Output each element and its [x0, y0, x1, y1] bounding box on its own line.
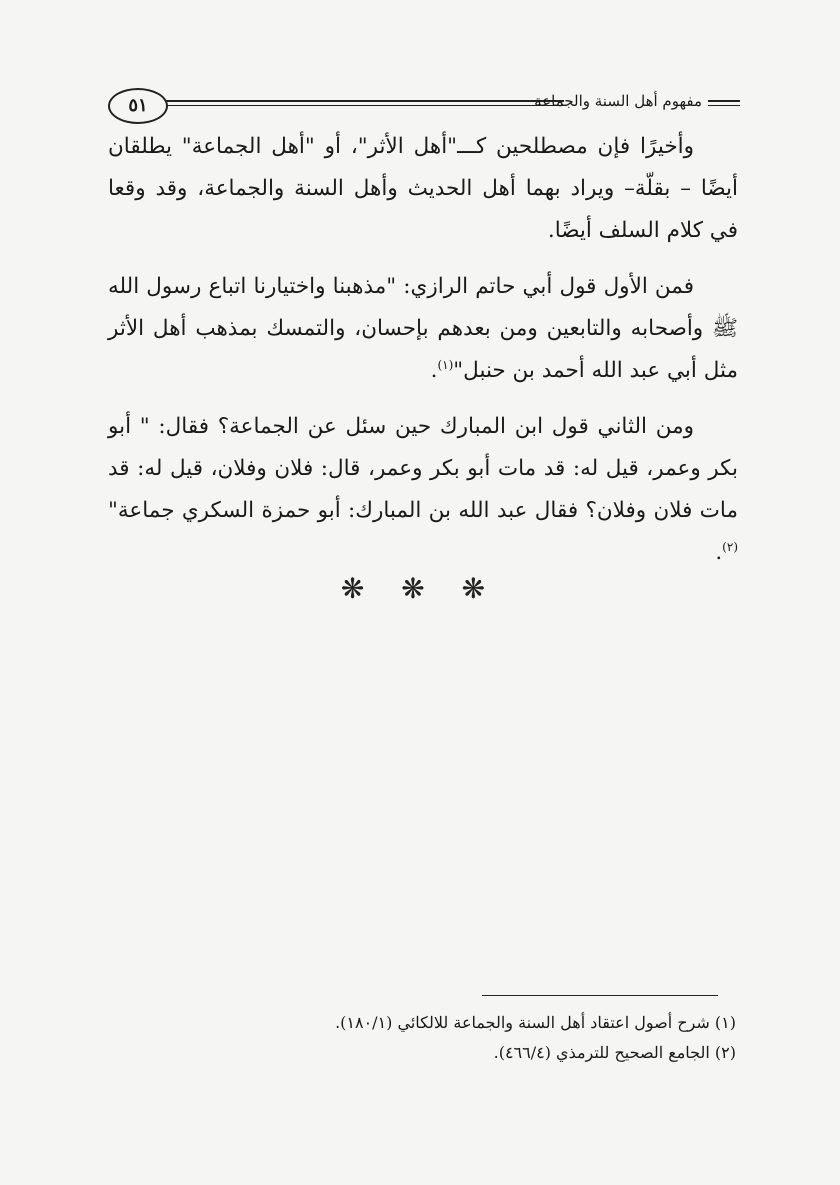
footnote-mark: (٢) — [722, 539, 738, 554]
paragraph: ومن الثاني قول ابن المبارك حين سئل عن الجماعة؟ فقال: " أبو بكر وعمر، قيل له: قد مات أبو بكر وعمر، قال: فلان وفلان، قيل له: قد مات فلان وفلان؟ فقال عبد الله بن المبارك: أبو حمزة السكري جماعة"$^{(٢)}$. — [108, 414, 738, 565]
footnotes — [200, 1008, 736, 1068]
paragraph: فمن الأول قول أبي حاتم الرازي: "مذهبنا واختيارنا اتباع رسول الله ﷺ وأصحابه والتابعين ومن بعدهم بإحسان، والتمسك بمذهب أهل الأثر مثل أبي عبد الله أحمد بن حنبل"$^{(١)}$. — [108, 274, 738, 383]
running-title: مفهوم أهل السنة والجماعة — [534, 92, 702, 110]
footnote: (١) شرح أصول اعتقاد أهل السنة والجماعة للالكائي (١٨٠/١). — [335, 1013, 736, 1032]
footnote: (٢) الجامع الصحيح للترمذي (٤٦٦/٤). — [493, 1043, 736, 1062]
footnote-rule — [482, 995, 718, 996]
page-number: ٥١ — [108, 88, 168, 124]
footnote-mark: (١) — [437, 357, 454, 372]
header-rule — [166, 100, 564, 108]
header-rule-right — [708, 100, 740, 108]
page-header — [108, 86, 740, 126]
paragraph: وأخيرًا فإن مصطلحين كـــ"أهل الأثر"، أو "أهل الجماعة" يطلقان أيضًا – بقلّة– ويراد بهما أهل الحديث وأهل السنة والجماعة، وقد وقعا في كلام السلف أيضًا. — [108, 134, 738, 243]
section-separator: ❋ ❋ ❋ — [340, 572, 500, 605]
body-text — [108, 126, 738, 588]
